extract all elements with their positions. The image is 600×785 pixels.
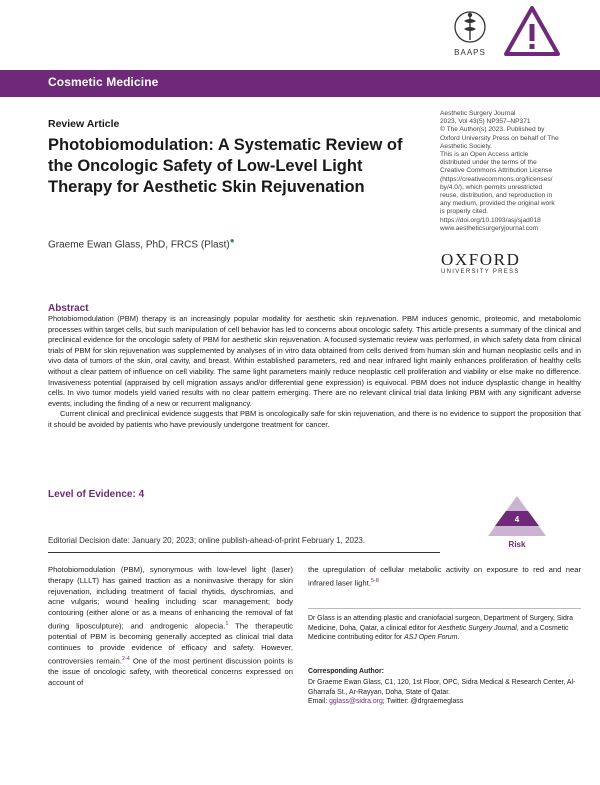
- article-type: Review Article: [48, 118, 120, 130]
- footnote-text: Dr Glass is an attending plastic and craniofacial surgeon, Department of Surgery, Sidra Medicine, Doha, Qatar, a clinical editor for: [308, 615, 573, 632]
- publisher-logo: [441, 250, 551, 275]
- journal-name: Aesthetic Surgery Journal: [437, 624, 517, 632]
- author-footnote: [308, 614, 581, 643]
- citation-ref[interactable]: 1: [225, 620, 229, 627]
- baaps-logo: [440, 8, 500, 66]
- meta-line: www.aestheticsurgeryjournal.com: [440, 224, 539, 232]
- email-label: Email:: [308, 698, 330, 706]
- meta-line: is properly cited.: [440, 208, 489, 216]
- journal-meta: [440, 110, 580, 233]
- correspondence-heading: Corresponding Author:: [308, 668, 384, 675]
- abstract-heading: Abstract: [48, 303, 89, 314]
- citation-ref[interactable]: 2-4: [121, 655, 130, 662]
- meta-line: This is an Open Access article: [440, 151, 529, 159]
- correspondence-address: Dr Graeme Ewan Glass, C1, 120, 1st Floor, OPC, Sidra Medical & Research Center, Al-Gharrafa St., Ar-Rayyan, Doha, State of Qatar.: [308, 679, 576, 696]
- section-label: Cosmetic Medicine: [48, 75, 159, 89]
- publisher-name: OXFORD: [441, 250, 521, 269]
- body-column-left: [48, 565, 293, 689]
- evidence-level-number: 4: [514, 515, 520, 524]
- author-line: [48, 236, 235, 250]
- abstract-paragraph: Photobiomodulation (PBM) therapy is an increasingly popular modality for aesthetic skin rejuvenation. PBM induces genomic, proteomic, and metabolomic processes within target cells, but such manipulation of cell behavior has led to concerns about oncologic safety. This article presents a summary of the clinical and preclinical evidence for the oncologic safety of PBM for aesthetic skin rejuvenation. A focused systematic review was performed, in which safety data from clinical trials of PBM for skin rejuvenation was supplemented by analyses of in vitro data obtained from cells derived from human skin and human neoplastic cells and in vivo data of tumors of the skin, oral cavity, and breast. Within established parameters, red and near infrared light mainly enhances proliferation of healthy cells without a clear pattern of influence on cell viability. The same light parameters mainly reduce neoplastic cell proliferation and viability or else make no difference. Invasiveness potential (appraised by cell migration assays and/or differential gene expression) is equivocal. PBM does not induce dysplastic change in healthy cells. In vivo tumor models yield varied results with no clear pattern emerging. There are no relevant clinical trial data linking PBM with any significant adverse events, including the finding of a new or recurrent malignancy.: [48, 314, 581, 408]
- meta-line: any medium, provided the original work: [440, 200, 555, 208]
- abstract-paragraph: Current clinical and preclinical evidence suggests that PBM is oncologically safe for skin rejuvenation, and there is no evidence to support the proposition that it should be avoided by patients who have previously undergone treatment for cancer.: [48, 409, 581, 429]
- footnote-text: .: [457, 634, 460, 642]
- divider: [48, 552, 440, 553]
- footnote-divider: [308, 608, 581, 609]
- meta-line: Creative Commons Attribution License: [440, 167, 553, 175]
- meta-line: (https://creativecommons.org/licenses/: [440, 175, 553, 183]
- caduceus-icon: [453, 8, 487, 46]
- twitter-handle: ; Twitter: @drgraemeglass: [382, 698, 464, 706]
- abstract-body: [48, 314, 581, 431]
- body-text: The therapeutic potential of PBM is becoming generally accepted as clinical trial data continues to provide evidence of efficacy and safety. However, controversies remain.: [48, 621, 294, 666]
- publisher-sub: UNIVERSITY PRESS: [441, 269, 520, 275]
- risk-label: Risk: [508, 540, 526, 549]
- meta-line: Aesthetic Society.: [440, 142, 492, 150]
- footnote-text: , and a Cosmetic Medicine contributing editor for: [308, 624, 569, 642]
- level-of-evidence: Level of Evidence: 4: [48, 489, 145, 500]
- meta-line: Aesthetic Surgery Journal: [440, 110, 516, 117]
- body-column-right: [308, 565, 581, 589]
- body-text: the upregulation of cellular metabolic activity on exposure to red and near infrared laser light.: [308, 565, 581, 588]
- meta-line: reuse, distribution, and reproduction in: [440, 192, 553, 200]
- body-text: One of the most pertinent discussion points is the issue of oncologic safety, with theoretical concerns expressed on account of: [48, 656, 293, 688]
- correspondence-body: [308, 678, 581, 707]
- body-text: Photobiomodulation (PBM), synonymous with low-level light (laser) therapy (LLLT) has gained traction as a noninvasive therapy for skin rejuvenation, including treatment of facial rhytids, dyschromias, and acne vulgaris; wound healing including scar management; body contouring (either alone or as a means of enhancing the removal of fat during liposculpture); and androgenic alopecia.: [48, 565, 293, 631]
- article-title: Photobiomodulation: A Systematic Review of the Oncologic Safety of Low-Level Light Therapy for Aesthetic Skin Rejuvenation: [48, 136, 403, 196]
- author-name: Graeme Ewan Glass, PhD, FRCS (Plast): [48, 239, 230, 251]
- meta-line: © The Author(s) 2023. Published by: [440, 126, 545, 134]
- citation-ref[interactable]: 5-8: [370, 577, 379, 584]
- evidence-pyramid: [484, 494, 550, 554]
- warning-icon: [502, 4, 562, 62]
- meta-line: 2023, Vol 43(5) NP357–NP371: [440, 118, 531, 126]
- journal-name: ASJ Open Forum: [404, 634, 458, 642]
- editorial-dates: Editorial Decision date: January 20, 2023; online publish-ahead-of-print February 1, 2023.: [48, 536, 366, 545]
- orcid-icon[interactable]: ●: [229, 236, 235, 245]
- meta-line: distributed under the terms of the: [440, 159, 537, 167]
- email-link[interactable]: gglass@sidra.org: [329, 698, 383, 706]
- baaps-label: BAAPS: [454, 48, 486, 57]
- meta-line: Oxford University Press on behalf of The: [440, 134, 559, 142]
- meta-line: https://doi.org/10.1093/asj/sjad018: [440, 216, 541, 224]
- meta-line: by/4.0/), which permits unrestricted: [440, 183, 543, 191]
